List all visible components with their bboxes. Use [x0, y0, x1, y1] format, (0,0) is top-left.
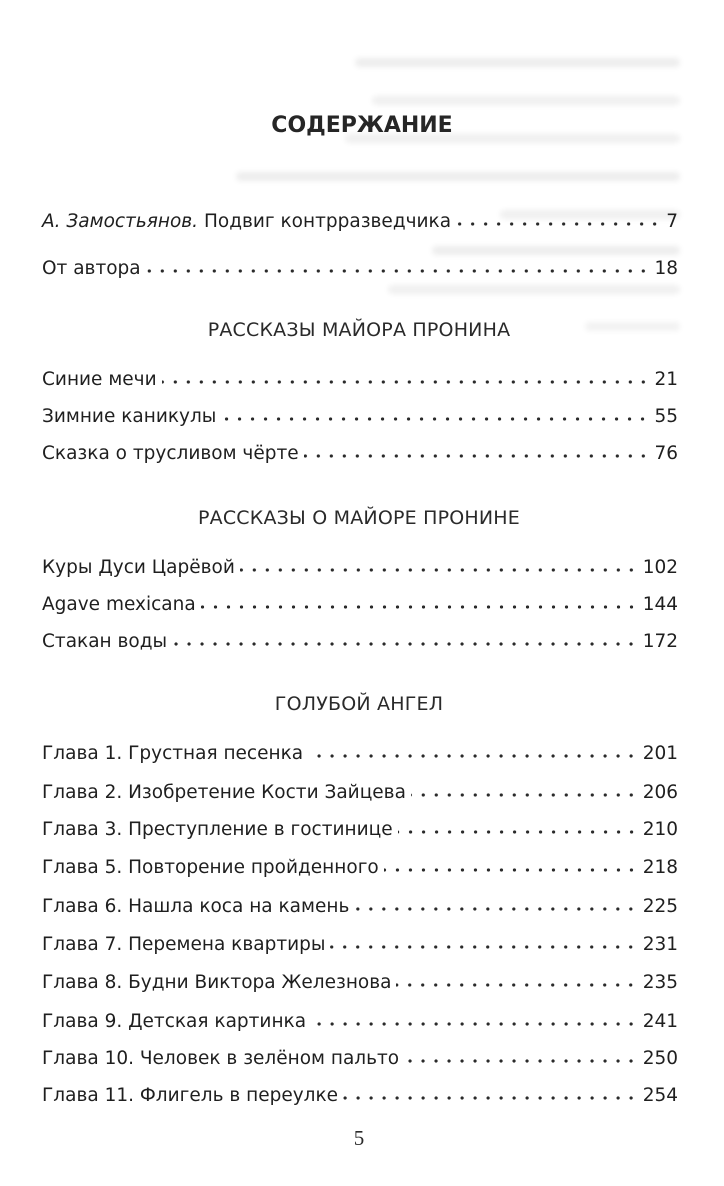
- toc-entry-title-text: Подвиг контрразведчика: [198, 211, 452, 232]
- toc-entry-page: 235: [642, 972, 678, 993]
- toc-entry: [42, 816, 678, 844]
- toc-entry: [42, 366, 678, 394]
- toc-entry-page: 231: [642, 934, 678, 955]
- toc-entry-title: Синие мечи: [42, 369, 157, 390]
- dot-leader: [354, 906, 637, 912]
- dot-leader: [343, 1095, 638, 1101]
- toc-entry: [42, 1008, 678, 1036]
- toc-entry-page: 206: [642, 782, 678, 803]
- toc-entry: [42, 403, 678, 431]
- dot-leader: [456, 221, 661, 227]
- toc-entry-title: Глава 2. Изобретение Кости Зайцева: [42, 782, 406, 803]
- toc-entry-page: 250: [642, 1048, 678, 1069]
- toc-entry-title: Глава 3. Преступление в гостинице: [42, 819, 393, 840]
- toc-entry-title: Глава 9. Детская картинка: [42, 1011, 307, 1032]
- toc-entry-author: А. Замостьянов.: [42, 211, 199, 232]
- dot-leader: [311, 1021, 638, 1027]
- toc-entry-page: 102: [642, 557, 678, 578]
- toc-entry-page: 7: [666, 211, 678, 232]
- toc-entry-title: Куры Дуси Царёвой: [42, 557, 235, 578]
- toc-entry: [42, 893, 678, 921]
- toc-entry: [42, 208, 678, 236]
- dot-leader: [384, 867, 638, 873]
- toc-entry: [42, 854, 678, 882]
- toc-entry-title: Глава 6. Нашла коса на камень: [42, 896, 350, 917]
- dot-leader: [396, 982, 637, 988]
- toc-entry-page: 76: [654, 443, 678, 464]
- toc-entry-title: Глава 5. Повторение пройденного: [42, 857, 379, 878]
- dot-leader: [221, 416, 649, 422]
- toc-entry-page: 18: [654, 258, 678, 279]
- dot-leader: [330, 944, 637, 950]
- section-heading: РАССКАЗЫ О МАЙОРЕ ПРОНИНЕ: [197, 507, 520, 529]
- toc-entry-title: От автора: [42, 258, 141, 279]
- toc-entry-title: Глава 7. Перемена квартиры: [42, 934, 326, 955]
- toc-entry: [42, 440, 678, 468]
- toc-entry-title: Глава 10. Человек в зелёном пальто: [42, 1048, 400, 1069]
- toc-entry: [42, 1045, 678, 1073]
- toc-entry: [42, 740, 678, 768]
- toc-entry: [42, 931, 678, 959]
- section-heading: РАССКАЗЫ МАЙОРА ПРОНИНА: [207, 319, 511, 341]
- dot-leader: [240, 567, 638, 573]
- toc-entry-page: 55: [654, 406, 678, 427]
- toc-entry-page: 218: [642, 857, 678, 878]
- toc-entry-title: Сказка о трусливом чёрте: [42, 443, 299, 464]
- toc-entry: [42, 554, 678, 582]
- toc-entry-title: Глава 8. Будни Виктора Железнова: [42, 972, 392, 993]
- toc-entry-title: Agave mexicana: [42, 594, 196, 615]
- page-title: СОДЕРЖАНИЕ: [271, 113, 453, 138]
- dot-leader: [304, 453, 650, 459]
- toc-entry: [42, 779, 678, 807]
- toc-entry-title: Глава 1. Грустная песенка: [42, 743, 304, 764]
- dot-leader: [172, 641, 638, 647]
- dot-leader: [398, 829, 638, 835]
- toc-entry-page: 254: [642, 1085, 678, 1106]
- toc-entry-title: Глава 11. Флигель в переулке: [42, 1085, 339, 1106]
- toc-entry-page: 172: [642, 631, 678, 652]
- toc-entry-page: 201: [642, 743, 678, 764]
- toc-entry: [42, 969, 678, 997]
- toc-entry-title: Стакан воды: [42, 631, 168, 652]
- toc-entry-title: [42, 208, 451, 236]
- page-number: 5: [353, 1126, 365, 1150]
- toc-entry-page: 241: [642, 1011, 678, 1032]
- dot-leader: [308, 753, 638, 759]
- toc-entry: [42, 591, 678, 619]
- dot-leader: [411, 792, 638, 798]
- section-heading: ГОЛУБОЙ АНГЕЛ: [274, 693, 444, 715]
- toc-entry: [42, 628, 678, 656]
- dot-leader: [146, 268, 650, 274]
- toc-entry-page: 144: [642, 594, 678, 615]
- toc-entry: [42, 255, 678, 283]
- toc-entry-title: Зимние каникулы: [42, 406, 217, 427]
- toc-entry-page: 210: [642, 819, 678, 840]
- dot-leader: [404, 1058, 638, 1064]
- toc-entry-page: 21: [654, 369, 678, 390]
- toc-entry-page: 225: [642, 896, 678, 917]
- dot-leader: [201, 604, 638, 610]
- toc-entry: [42, 1082, 678, 1110]
- dot-leader: [162, 379, 650, 385]
